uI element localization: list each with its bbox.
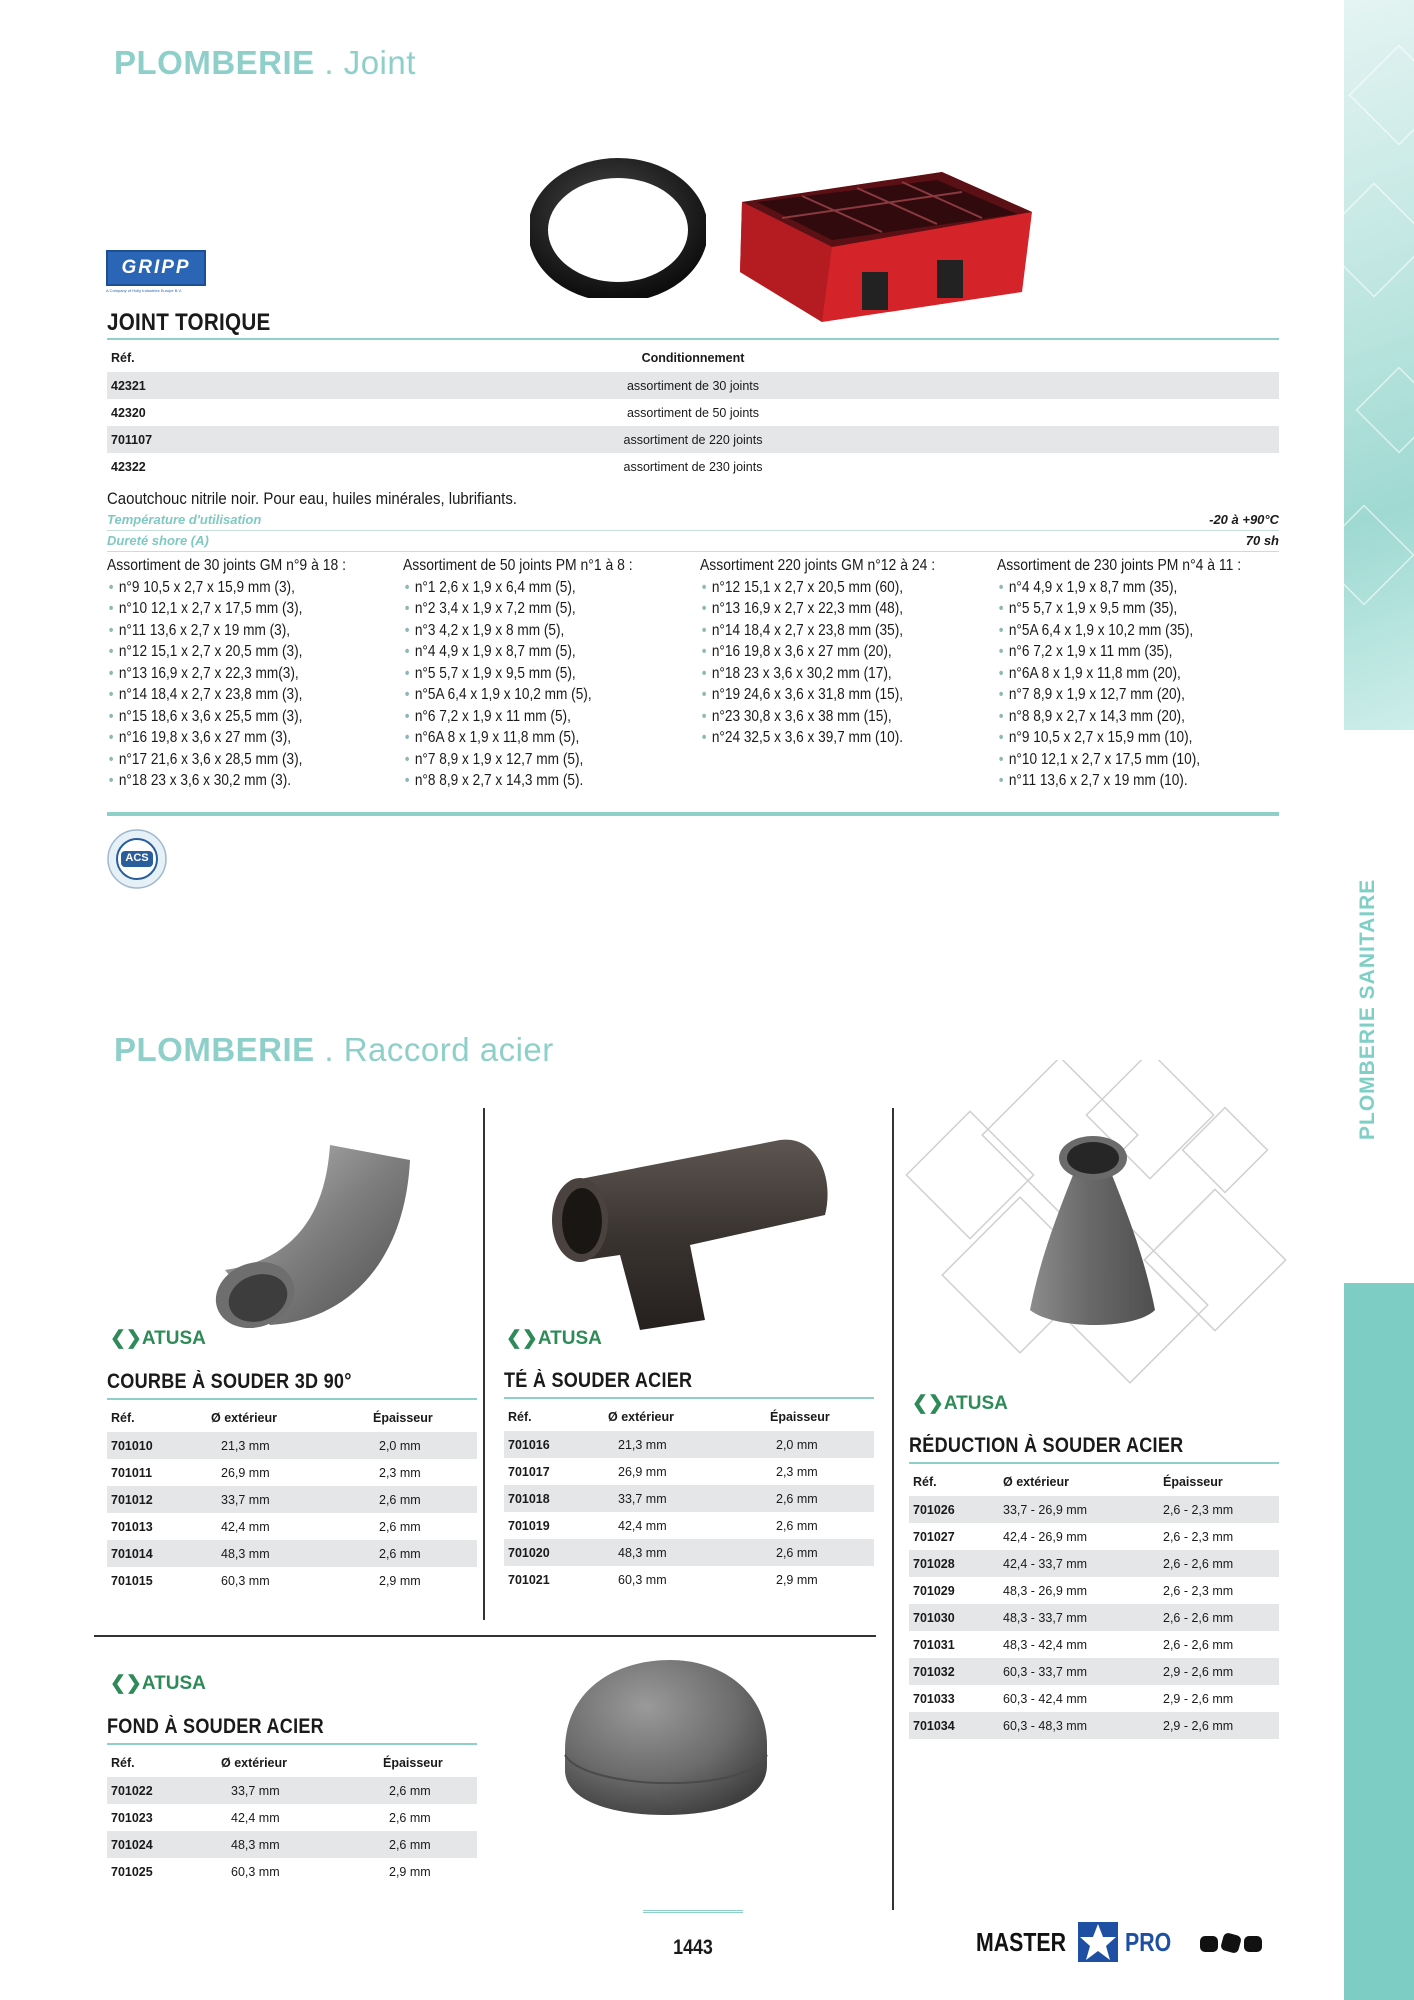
header-ref: Réf. <box>111 351 135 365</box>
list-item: • n°13 16,9 x 2,7 x 22,3 mm (48), <box>700 598 955 620</box>
cell-ref: 701018 <box>504 1485 604 1512</box>
cell-diameter: 48,3 mm <box>207 1540 369 1567</box>
header-ref: Réf. <box>111 1756 135 1770</box>
cell-ref: 701024 <box>107 1831 217 1858</box>
table-row <box>107 372 1279 399</box>
side-category-label: PLOMBERIE SANITAIRE <box>1356 878 1379 1140</box>
title-rule <box>107 1743 477 1745</box>
product-title-reduction: RÉDUCTION À SOUDER ACIER <box>909 1434 1184 1457</box>
acs-badge-text: ACS <box>125 852 149 864</box>
gripp-logo <box>106 250 206 286</box>
list-item: • n°12 15,1 x 2,7 x 20,5 mm (60), <box>700 577 955 599</box>
header-diameter: Ø extérieur <box>221 1756 288 1770</box>
te-table <box>504 1403 874 1593</box>
section-title-sub: . Joint <box>314 44 416 81</box>
cell-diameter: 33,7 mm <box>207 1486 369 1513</box>
assortment-box-image <box>732 152 1032 322</box>
cell-diameter: 26,9 mm <box>221 1465 270 1480</box>
list-item: • n°13 16,9 x 2,7 x 22,3 mm(3), <box>107 663 362 685</box>
table-row <box>909 1577 1279 1604</box>
list-item: • n°16 19,8 x 3,6 x 27 mm (3), <box>107 727 362 749</box>
tee-pipe-image <box>540 1135 840 1330</box>
cell-thickness: 2,6 mm <box>379 1519 421 1534</box>
header-ref: Réf. <box>111 1411 135 1425</box>
list-item: • n°18 23 x 3,6 x 30,2 mm (17), <box>700 663 955 685</box>
table-row <box>107 1858 477 1885</box>
cell-diameter: 42,4 mm <box>618 1518 667 1533</box>
cell-thickness: 2,0 mm <box>369 1432 477 1459</box>
list-item: • n°6 7,2 x 1,9 x 11 mm (35), <box>997 641 1252 663</box>
product-title-fond: FOND À SOUDER ACIER <box>107 1715 324 1738</box>
header-ref: Réf. <box>913 1475 937 1489</box>
section-title-joint <box>114 44 416 82</box>
table-row <box>909 1685 1279 1712</box>
gripp-logo-text: GRIPP <box>121 257 191 278</box>
end-cap-image <box>555 1655 775 1820</box>
table-row <box>504 1458 874 1485</box>
table-row <box>504 1512 874 1539</box>
table-row <box>107 1831 477 1858</box>
atusa-logo <box>506 1327 602 1350</box>
cell-ref: 701033 <box>913 1691 955 1706</box>
title-rule <box>107 338 1279 340</box>
product-title-joint-torique: JOINT TORIQUE <box>107 309 271 336</box>
header-conditionnement: Conditionnement <box>641 351 745 365</box>
section-end-rule <box>107 812 1279 816</box>
cell-ref: 42320 <box>111 405 146 420</box>
fond-table <box>107 1749 477 1885</box>
product-title-te: TÉ À SOUDER ACIER <box>504 1369 693 1392</box>
cell-thickness: 2,9 - 2,6 mm <box>1159 1712 1279 1739</box>
title-rule <box>909 1462 1279 1464</box>
table-row <box>504 1539 874 1566</box>
assortment-list-3 <box>700 555 990 749</box>
masterpro-logo-left: MASTER <box>976 1926 1067 1957</box>
cell-ref: 42321 <box>107 372 547 399</box>
cell-cond: assortiment de 230 joints <box>623 459 763 474</box>
table-row <box>107 1513 477 1540</box>
cell-diameter: 60,3 - 48,3 mm <box>999 1712 1159 1739</box>
cell-thickness: 2,6 - 2,3 mm <box>1163 1583 1234 1598</box>
list-item: • n°15 18,6 x 3,6 x 25,5 mm (3), <box>107 706 362 728</box>
cell-thickness: 2,9 mm <box>379 1573 421 1588</box>
spec-value-temperature: -20 à +90°C <box>1209 512 1279 527</box>
list-item: • n°7 8,9 x 1,9 x 12,7 mm (5), <box>403 749 658 771</box>
cell-ref: 42322 <box>111 459 146 474</box>
atusa-chevron-icon: ❮❯ <box>506 1328 538 1349</box>
cell-diameter: 33,7 - 26,9 mm <box>999 1496 1159 1523</box>
list-item: • n°6A 8 x 1,9 x 11,8 mm (20), <box>997 663 1252 685</box>
cell-thickness: 2,6 mm <box>389 1810 431 1825</box>
cell-thickness: 2,3 mm <box>379 1465 421 1480</box>
cell-diameter: 33,7 mm <box>604 1485 766 1512</box>
atusa-logo <box>110 1327 206 1350</box>
masterpro-logo <box>976 1920 1181 1964</box>
diamond-pattern-decor <box>1344 0 1414 730</box>
cell-diameter: 21,3 mm <box>207 1432 369 1459</box>
table-row <box>504 1485 874 1512</box>
cell-ref: 701020 <box>504 1539 604 1566</box>
cell-diameter: 26,9 mm <box>618 1464 667 1479</box>
reducer-pipe-image <box>905 1060 1290 1390</box>
list-item: • n°5 5,7 x 1,9 x 9,5 mm (5), <box>403 663 658 685</box>
cell-ref: 701011 <box>111 1465 153 1480</box>
list-item: • n°11 13,6 x 2,7 x 19 mm (10). <box>997 770 1252 792</box>
o-ring-image <box>530 158 706 298</box>
cell-ref: 701028 <box>909 1550 999 1577</box>
atusa-brand-text: ATUSA <box>141 1328 206 1349</box>
list-item: • n°5 5,7 x 1,9 x 9,5 mm (35), <box>997 598 1252 620</box>
header-diameter: Ø extérieur <box>211 1411 278 1425</box>
list-heading: Assortiment de 230 joints PM n°4 à 11 : <box>997 557 1242 574</box>
brand-dots-icon <box>1198 1932 1268 1956</box>
cell-diameter: 48,3 - 26,9 mm <box>1003 1583 1088 1598</box>
page-number: 1443 <box>673 1936 713 1959</box>
cell-diameter: 60,3 mm <box>221 1573 270 1588</box>
cell-thickness: 2,6 mm <box>379 1831 477 1858</box>
cell-ref: 701022 <box>107 1777 217 1804</box>
cell-thickness: 2,6 mm <box>766 1485 874 1512</box>
cell-thickness: 2,6 mm <box>369 1540 477 1567</box>
table-row <box>909 1658 1279 1685</box>
header-spacer <box>839 344 1279 372</box>
header-thickness: Épaisseur <box>770 1410 830 1424</box>
table-row <box>107 1567 477 1594</box>
page-number-rule <box>643 1910 743 1913</box>
title-rule <box>107 1398 477 1400</box>
table-header-row <box>107 1749 477 1777</box>
cell-diameter: 60,3 - 42,4 mm <box>1003 1691 1088 1706</box>
header-thickness: Épaisseur <box>373 1411 433 1425</box>
spec-row-temperature <box>107 511 1279 531</box>
cell-thickness: 2,0 mm <box>766 1431 874 1458</box>
table-row <box>107 1432 477 1459</box>
cell-diameter: 48,3 mm <box>217 1831 379 1858</box>
table-row <box>107 1486 477 1513</box>
table-row <box>107 1540 477 1567</box>
cell-thickness: 2,6 mm <box>379 1777 477 1804</box>
header-ref: Réf. <box>508 1410 532 1424</box>
spec-value-shore: 70 sh <box>1245 533 1279 548</box>
cell-diameter: 42,4 mm <box>231 1810 280 1825</box>
table-row <box>107 1459 477 1486</box>
cell-diameter: 60,3 mm <box>231 1864 280 1879</box>
table-row <box>909 1604 1279 1631</box>
gripp-tagline: A Company of Holly Industries Europe B.V. <box>106 288 182 293</box>
joint-description: Caoutchouc nitrile noir. Pour eau, huiles minérales, lubrifiants. <box>107 489 517 508</box>
table-header-row <box>909 1468 1279 1496</box>
cell-diameter: 21,3 mm <box>604 1431 766 1458</box>
cell-thickness: 2,6 - 2,6 mm <box>1159 1550 1279 1577</box>
list-item: • n°23 30,8 x 3,6 x 38 mm (15), <box>700 706 955 728</box>
cell-ref: 701017 <box>508 1464 550 1479</box>
spec-row-shore <box>107 532 1279 552</box>
atusa-logo <box>110 1672 206 1695</box>
list-item: • n°6A 8 x 1,9 x 11,8 mm (5), <box>403 727 658 749</box>
header-diameter: Ø extérieur <box>608 1410 675 1424</box>
cell-thickness: 2,9 mm <box>776 1572 818 1587</box>
header-thickness: Épaisseur <box>383 1756 443 1770</box>
list-item: • n°14 18,4 x 2,7 x 23,8 mm (3), <box>107 684 362 706</box>
column-divider <box>483 1108 485 1620</box>
table-row <box>504 1431 874 1458</box>
atusa-logo <box>912 1392 1008 1415</box>
list-item: • n°1 2,6 x 1,9 x 6,4 mm (5), <box>403 577 658 599</box>
cell-cond: assortiment de 30 joints <box>547 372 839 399</box>
cell-diameter: 48,3 - 33,7 mm <box>999 1604 1159 1631</box>
product-title-courbe: COURBE À SOUDER 3D 90° <box>107 1370 352 1393</box>
cell-thickness: 2,6 mm <box>766 1539 874 1566</box>
list-item: • n°4 4,9 x 1,9 x 8,7 mm (35), <box>997 577 1252 599</box>
table-header-row <box>107 344 1279 372</box>
list-item: • n°8 8,9 x 2,7 x 14,3 mm (5). <box>403 770 658 792</box>
assortment-list-4 <box>997 555 1287 792</box>
cell-thickness: 2,9 - 2,6 mm <box>1159 1658 1279 1685</box>
cell-thickness: 2,6 mm <box>369 1486 477 1513</box>
assortment-list-1 <box>107 555 397 792</box>
cell-diameter: 42,4 mm <box>221 1519 270 1534</box>
table-row <box>504 1566 874 1593</box>
cell-ref: 701010 <box>107 1432 207 1459</box>
list-item: • n°8 8,9 x 2,7 x 14,3 mm (20), <box>997 706 1252 728</box>
list-item: • n°19 24,6 x 3,6 x 31,8 mm (15), <box>700 684 955 706</box>
list-item: • n°3 4,2 x 1,9 x 8 mm (5), <box>403 620 658 642</box>
cell-diameter: 42,4 - 33,7 mm <box>999 1550 1159 1577</box>
list-item: • n°6 7,2 x 1,9 x 11 mm (5), <box>403 706 658 728</box>
list-item: • n°18 23 x 3,6 x 30,2 mm (3). <box>107 770 362 792</box>
cell-ref: 701032 <box>909 1658 999 1685</box>
table-row <box>909 1712 1279 1739</box>
list-item: • n°5A 6,4 x 1,9 x 10,2 mm (5), <box>403 684 658 706</box>
cell-diameter: 60,3 - 33,7 mm <box>999 1658 1159 1685</box>
cell-ref: 701012 <box>107 1486 207 1513</box>
table-row <box>909 1550 1279 1577</box>
cell-thickness: 2,6 - 2,6 mm <box>1163 1637 1234 1652</box>
cell-ref: 701013 <box>111 1519 153 1534</box>
list-item: • n°4 4,9 x 1,9 x 8,7 mm (5), <box>403 641 658 663</box>
cell-ref: 701034 <box>909 1712 999 1739</box>
list-item: • n°2 3,4 x 1,9 x 7,2 mm (5), <box>403 598 658 620</box>
list-heading: Assortiment de 30 joints GM n°9 à 18 : <box>107 557 346 574</box>
cell-ref: 701027 <box>913 1529 955 1544</box>
list-item: • n°7 8,9 x 1,9 x 12,7 mm (20), <box>997 684 1252 706</box>
cell-ref: 701107 <box>107 426 547 453</box>
cell-ref: 701019 <box>508 1518 550 1533</box>
cell-ref: 701015 <box>111 1573 153 1588</box>
header-thickness: Épaisseur <box>1163 1475 1223 1489</box>
cell-cond: assortiment de 50 joints <box>626 405 759 420</box>
table-row <box>107 1804 477 1831</box>
section-title-raccord <box>114 1031 554 1069</box>
list-heading: Assortiment de 50 joints PM n°1 à 8 : <box>403 557 633 574</box>
cell-cond: assortiment de 220 joints <box>547 426 839 453</box>
cell-thickness: 2,9 - 2,6 mm <box>1163 1691 1234 1706</box>
cell-diameter: 60,3 mm <box>618 1572 667 1587</box>
cell-ref: 701016 <box>504 1431 604 1458</box>
assortment-list-2 <box>403 555 693 792</box>
cell-ref: 701026 <box>909 1496 999 1523</box>
list-heading: Assortiment 220 joints GM n°12 à 24 : <box>700 557 936 574</box>
list-item: • n°14 18,4 x 2,7 x 23,8 mm (35), <box>700 620 955 642</box>
side-band-decor <box>1344 0 1414 730</box>
table-header-row <box>504 1403 874 1431</box>
joint-table <box>107 344 1279 480</box>
cell-thickness: 2,6 mm <box>776 1518 818 1533</box>
cell-diameter: 42,4 - 26,9 mm <box>1003 1529 1088 1544</box>
courbe-table <box>107 1404 477 1594</box>
masterpro-logo-right: PRO <box>1124 1926 1171 1957</box>
table-row <box>909 1496 1279 1523</box>
cell-ref: 701030 <box>909 1604 999 1631</box>
cell-thickness: 2,6 - 2,6 mm <box>1159 1604 1279 1631</box>
table-header-row <box>107 1404 477 1432</box>
atusa-chevron-icon: ❮❯ <box>110 1328 142 1349</box>
atusa-brand-text: ATUSA <box>141 1673 206 1694</box>
list-item: • n°9 10,5 x 2,7 x 15,9 mm (3), <box>107 577 362 599</box>
table-row <box>107 1777 477 1804</box>
list-item: • n°5A 6,4 x 1,9 x 10,2 mm (35), <box>997 620 1252 642</box>
cell-ref: 701023 <box>111 1810 153 1825</box>
table-row <box>107 399 1279 426</box>
reduction-table <box>909 1468 1279 1739</box>
cell-thickness: 2,6 - 2,3 mm <box>1159 1496 1279 1523</box>
cell-ref: 701025 <box>111 1864 153 1879</box>
table-row <box>909 1631 1279 1658</box>
atusa-chevron-icon: ❮❯ <box>110 1673 142 1694</box>
cell-diameter: 48,3 mm <box>604 1539 766 1566</box>
masterpro-star-icon <box>1076 1920 1120 1964</box>
cell-thickness: 2,3 mm <box>776 1464 818 1479</box>
cell-thickness: 2,6 - 2,3 mm <box>1163 1529 1234 1544</box>
column-divider <box>892 1108 894 1910</box>
side-band-bottom <box>1344 1283 1414 2000</box>
atusa-brand-text: ATUSA <box>537 1328 602 1349</box>
section-title-sub: . Raccord acier <box>314 1031 554 1068</box>
atusa-chevron-icon: ❮❯ <box>912 1393 944 1414</box>
elbow-pipe-image <box>210 1140 415 1330</box>
list-item: • n°10 12,1 x 2,7 x 17,5 mm (10), <box>997 749 1252 771</box>
table-row <box>107 453 1279 480</box>
cell-ref: 701014 <box>107 1540 207 1567</box>
list-item: • n°10 12,1 x 2,7 x 17,5 mm (3), <box>107 598 362 620</box>
cell-ref: 701029 <box>913 1583 955 1598</box>
row-divider <box>94 1635 876 1637</box>
title-rule <box>504 1397 874 1399</box>
list-item: • n°16 19,8 x 3,6 x 27 mm (20), <box>700 641 955 663</box>
list-item: • n°12 15,1 x 2,7 x 20,5 mm (3), <box>107 641 362 663</box>
cell-ref: 701031 <box>913 1637 955 1652</box>
list-item: • n°17 21,6 x 3,6 x 28,5 mm (3), <box>107 749 362 771</box>
cell-diameter: 48,3 - 42,4 mm <box>1003 1637 1088 1652</box>
table-row <box>909 1523 1279 1550</box>
cell-diameter: 33,7 mm <box>217 1777 379 1804</box>
list-item: • n°24 32,5 x 3,6 x 39,7 mm (10). <box>700 727 955 749</box>
table-row <box>107 426 1279 453</box>
list-item: • n°9 10,5 x 2,7 x 15,9 mm (10), <box>997 727 1252 749</box>
section-title-bold: PLOMBERIE <box>114 1031 315 1068</box>
spec-label-shore: Dureté shore (A) <box>107 533 209 548</box>
spec-label-temperature: Température d'utilisation <box>107 512 262 527</box>
cell-thickness: 2,9 mm <box>389 1864 431 1879</box>
header-diameter: Ø extérieur <box>1003 1475 1070 1489</box>
section-title-bold: PLOMBERIE <box>114 44 315 81</box>
cell-ref: 701021 <box>508 1572 550 1587</box>
list-item: • n°11 13,6 x 2,7 x 19 mm (3), <box>107 620 362 642</box>
atusa-brand-text: ATUSA <box>943 1393 1008 1414</box>
